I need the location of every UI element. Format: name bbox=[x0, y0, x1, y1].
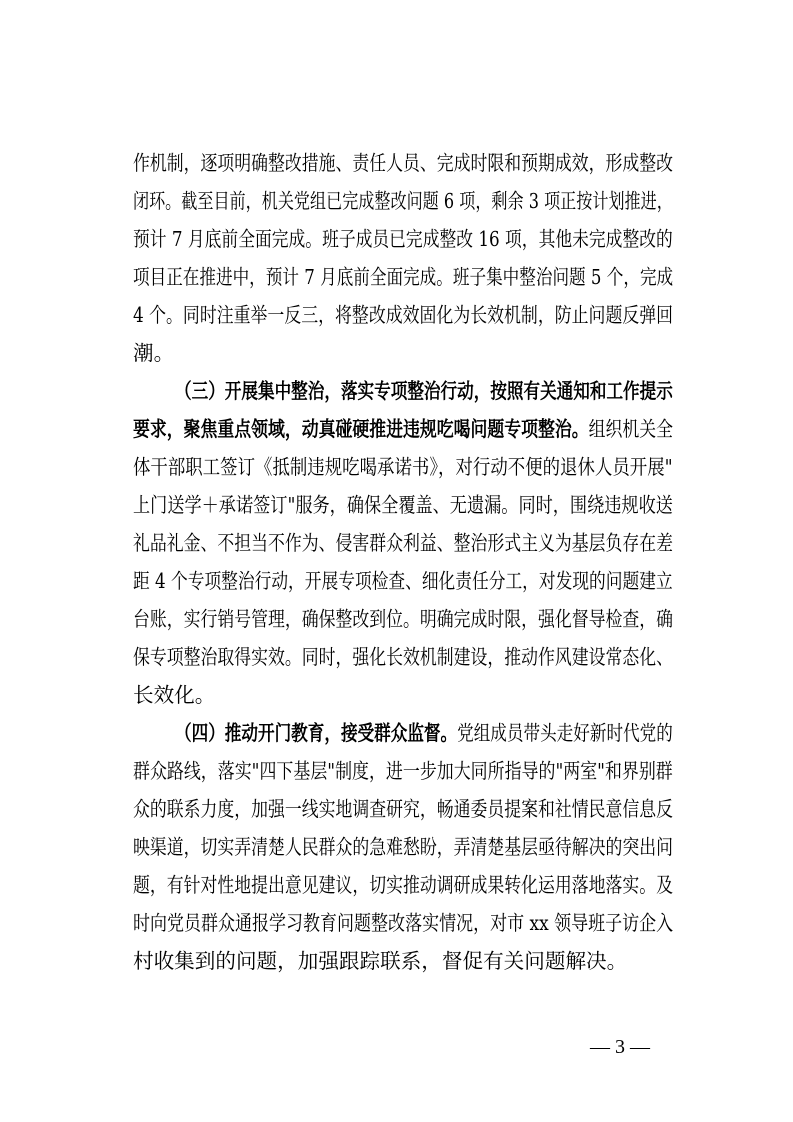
paragraph-line: 时向党员群众通报学习教育问题整改落实情况，对市 xx 领导班子访企入 bbox=[133, 911, 674, 935]
paragraph-line: 项目正在推进中，预计 7 月底前全面完成。班子集中整治问题 5 个，完成 bbox=[133, 265, 674, 289]
paragraph-line: 村收集到的问题，加强跟踪联系，督促有关问题解决。 bbox=[133, 949, 628, 973]
paragraph-line: 潮。 bbox=[133, 341, 175, 365]
paragraph-line: 题，有针对性地提出意见建议，切实推动调研成果转化运用落地落实。及 bbox=[133, 873, 673, 897]
paragraph-text: 党组成员带头走好新时代党的 bbox=[457, 721, 673, 745]
section-heading-4: （四）推动开门教育，接受群众监督。 bbox=[175, 721, 458, 745]
paragraph-line: 4 个。同时注重举一反三，将整改成效固化为长效机制，防止问题反弹回 bbox=[133, 303, 674, 327]
paragraph-text: 组织机关全 bbox=[588, 417, 673, 441]
paragraph-line bbox=[175, 718, 673, 748]
paragraph-line: 长效化。 bbox=[133, 683, 216, 707]
paragraph-line: 体干部职工签订《抵制违规吃喝承诺书》，对行动不便的退休人员开展" bbox=[133, 455, 673, 479]
paragraph-line: 台账，实行销号管理，确保整改到位。明确完成时限，强化督导检查，确 bbox=[133, 607, 673, 631]
paragraph-line: 映渠道，切实弄清楚人民群众的急难愁盼，弄清楚基层亟待解决的突出问 bbox=[133, 835, 673, 859]
paragraph-line: 预计 7 月底前全面完成。班子成员已完成整改 16 项，其他未完成整改的 bbox=[133, 227, 673, 251]
paragraph-line: 作机制，逐项明确整改措施、责任人员、完成时限和预期成效，形成整改 bbox=[133, 151, 673, 175]
paragraph-line: 保专项整治取得实效。同时，强化长效机制建设，推动作风建设常态化、 bbox=[133, 645, 673, 669]
section-heading-3: （三）开展集中整治，落实专项整治行动，按照有关通知和工作提示 bbox=[175, 379, 673, 403]
section-heading-3-continued: 要求，聚焦重点领域，动真碰硬推进违规吃喝问题专项整治。 bbox=[133, 417, 589, 441]
paragraph-line: 距 4 个专项整治行动，开展专项检查、细化责任分工，对发现的问题建立 bbox=[133, 569, 673, 593]
paragraph-line: 闭环。截至目前，机关党组已完成整改问题 6 项，剩余 3 项正按计划推进， bbox=[133, 189, 673, 213]
paragraph-line: 礼品礼金、不担当不作为、侵害群众利益、整治形式主义为基层负存在差 bbox=[133, 531, 673, 555]
page-number: — 3 — bbox=[590, 1036, 650, 1058]
paragraph-line: 众的联系力度，加强一线实地调查研究，畅通委员提案和社情民意信息反 bbox=[133, 797, 673, 821]
paragraph-line bbox=[133, 414, 673, 444]
paragraph-line: 上门送学＋承诺签订"服务，确保全覆盖、无遗漏。同时，围绕违规收送 bbox=[133, 493, 673, 517]
paragraph-line: 群众路线，落实"四下基层"制度，进一步加大同所指导的"两室"和界别群 bbox=[133, 759, 673, 783]
